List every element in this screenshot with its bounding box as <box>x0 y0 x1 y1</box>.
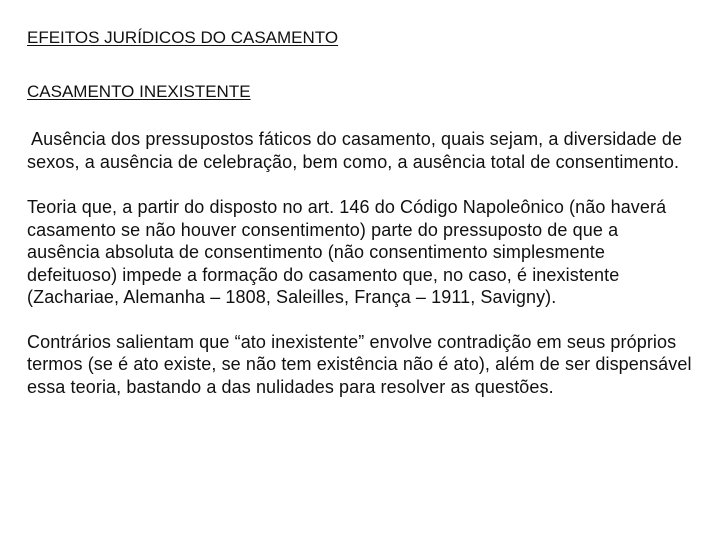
paragraph-objections: Contrários salientam que “ato inexistente” envolve contradição em seus próprios termos (se é ato existe, se não tem existência não é ato), além de ser dispensável essa teoria, bastando a das nulidades para resolver as questões. <box>27 331 692 397</box>
paragraph-definition <box>27 128 695 173</box>
page-title: EFEITOS JURÍDICOS DO CASAMENTO <box>27 28 339 47</box>
slide-content <box>27 27 695 398</box>
section-title: CASAMENTO INEXISTENTE <box>27 82 251 101</box>
paragraph-theory: Teoria que, a partir do disposto no art. 146 do Código Napoleônico (não haverá casamento se não houver consentimento) parte do pressuposto de que a ausência absoluta de consentimento (não consentimento simplesmente defeituoso) impede a formação do casamento que, no caso, é inexistente (Zachariae, Alemanha – 1808, Saleilles, França – 1911, Savigny). <box>27 197 667 307</box>
paragraph-definition-text: Ausência dos pressupostos fáticos do casamento, quais sejam, a diversidade de sexos, a ausência de celebração, bem como, a ausência total de consentimento. <box>27 129 683 172</box>
